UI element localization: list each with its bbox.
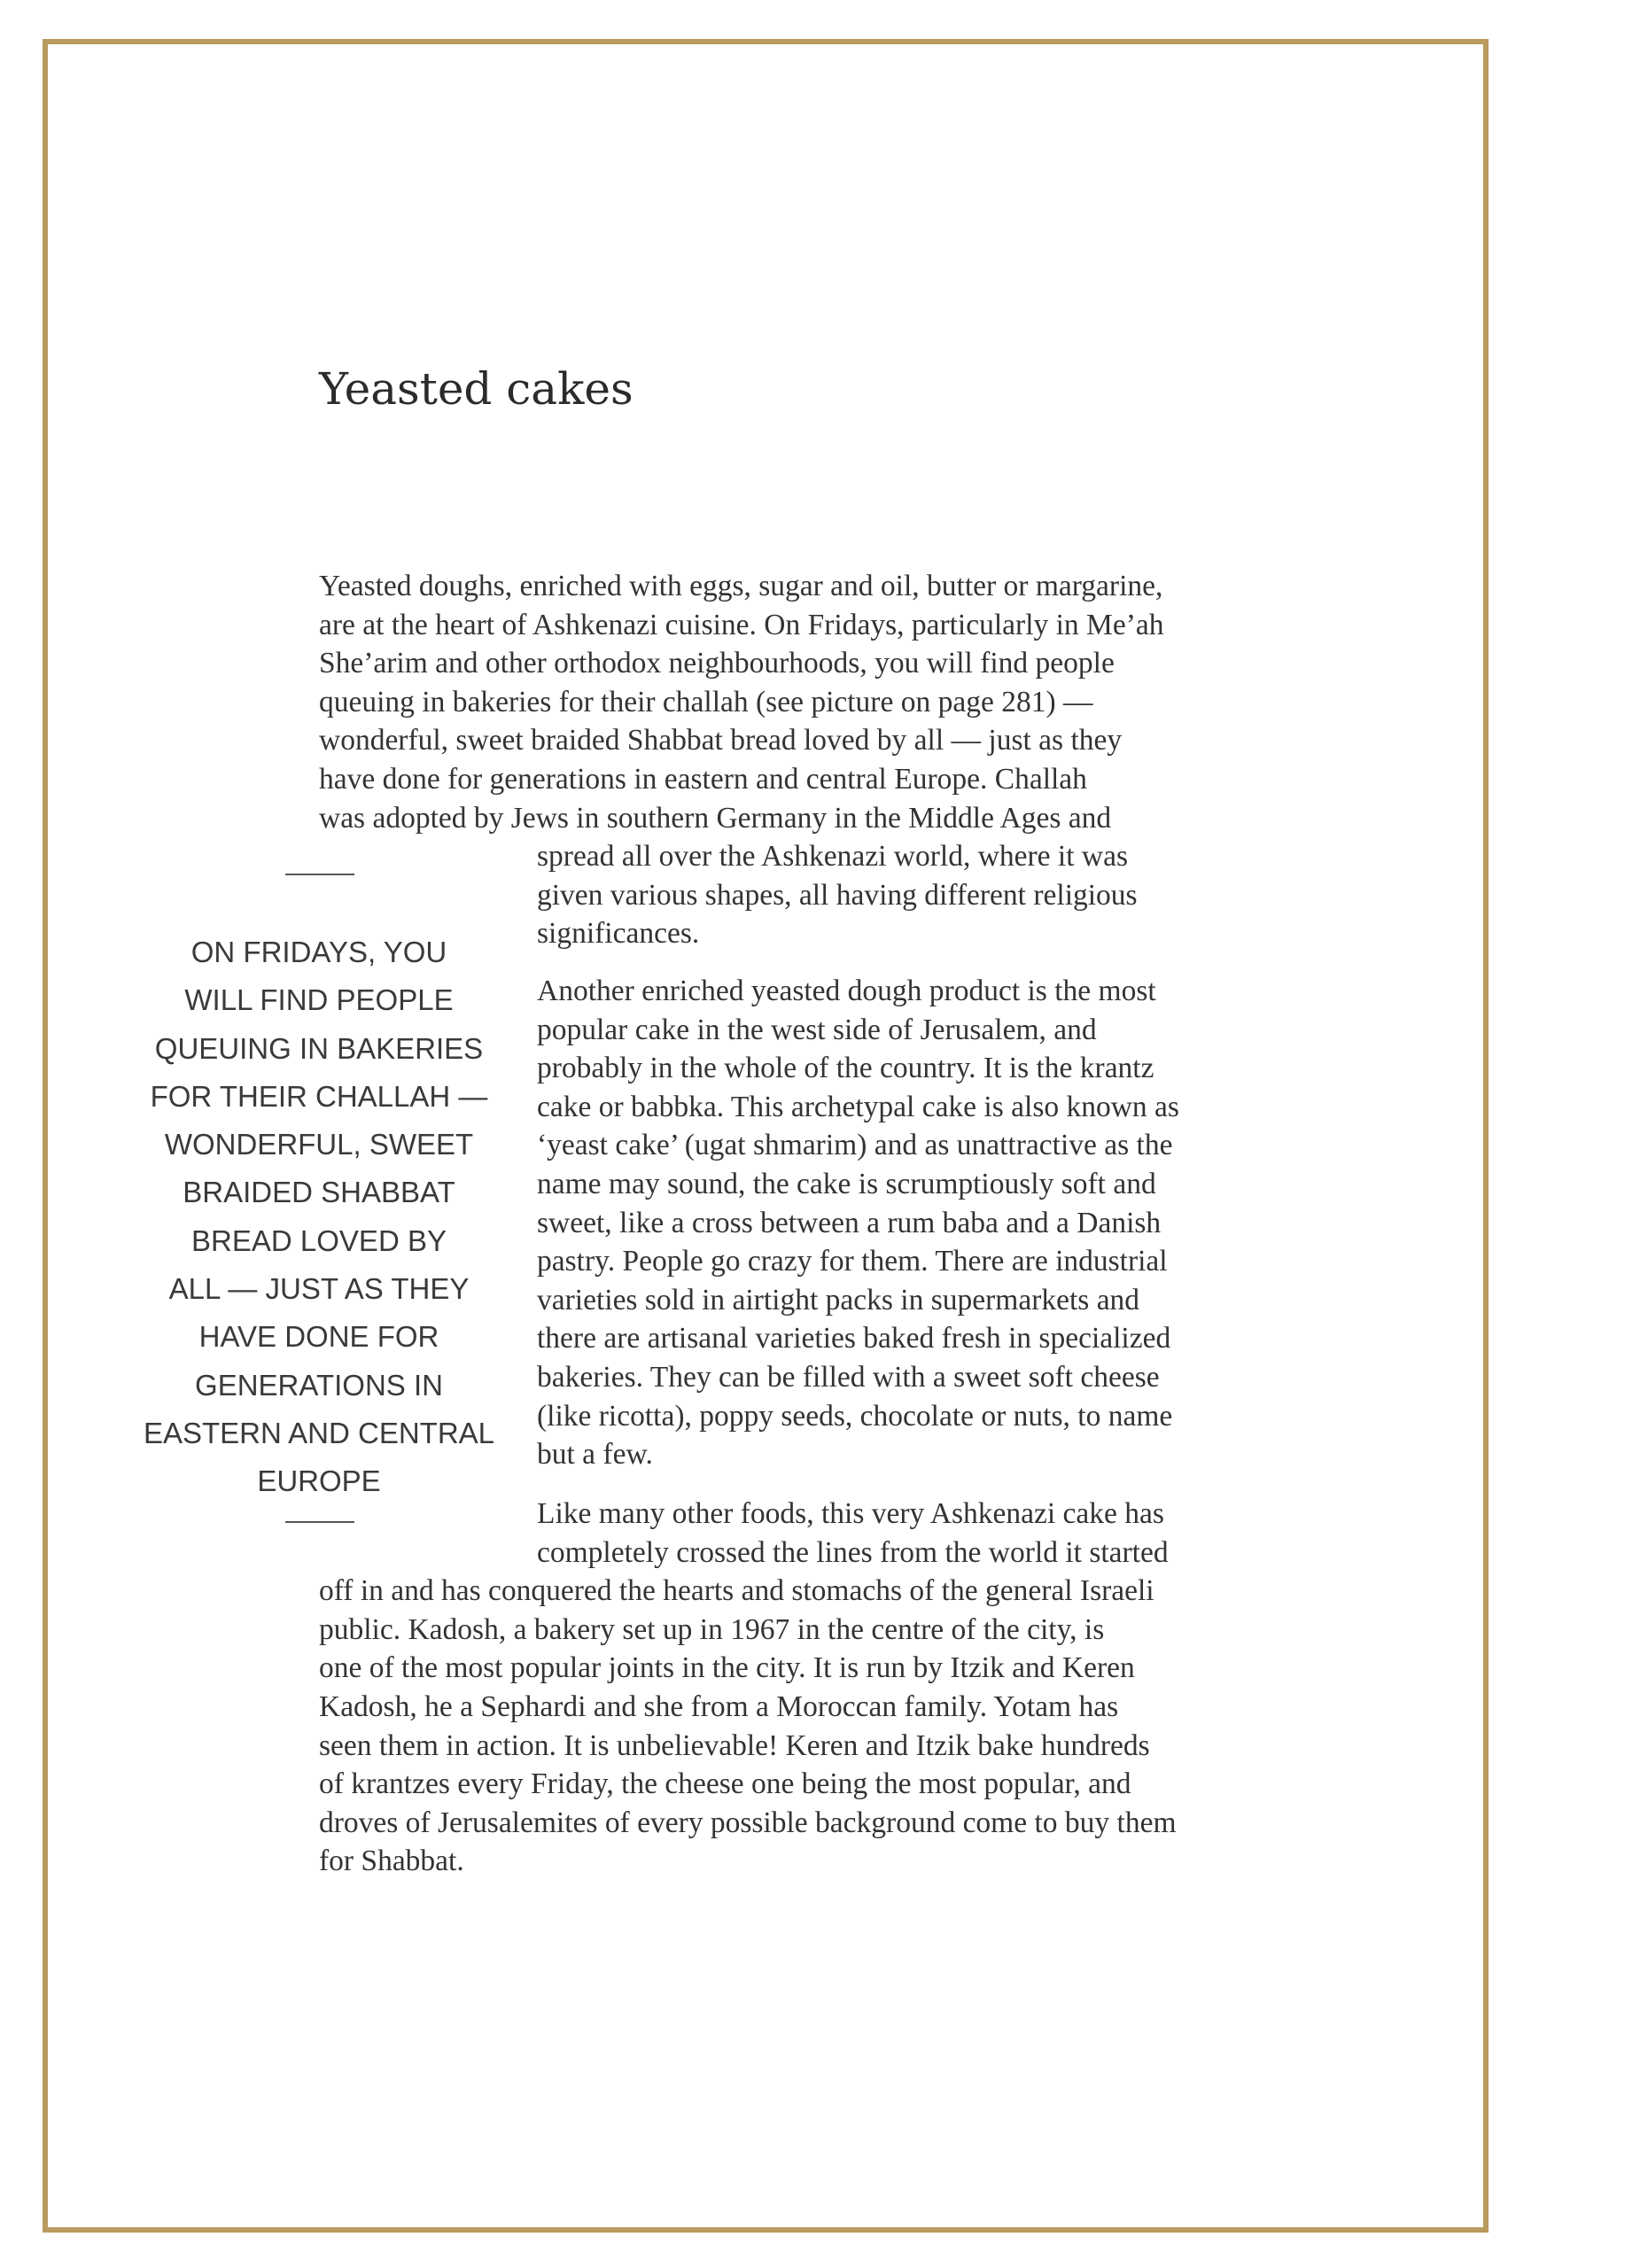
paragraph-line: public. Kadosh, a bakery set up in 1967 in the centre of the city, is [319, 1612, 1105, 1646]
paragraph-line: seen them in action. It is unbelievable! Keren and Itzik bake hundreds [319, 1728, 1150, 1762]
paragraph-line: was adopted by Jews in southern Germany in the Middle Ages and [319, 801, 1112, 835]
paragraph-line: Yeasted doughs, enriched with eggs, sugar and oil, butter or margarine, [319, 570, 1163, 602]
paragraph-line: Kadosh, he a Sephardi and she from a Moroccan family. Yotam has [319, 1690, 1119, 1723]
pullquote-line: GENERATIONS IN [195, 1368, 443, 1402]
paragraph-line: there are artisanal varieties baked fresh in specialized [537, 1322, 1171, 1355]
paragraph-line: spread all over the Ashkenazi world, where it was [537, 840, 1128, 874]
paragraph-line: She’arim and other orthodox neighbourhoods, you will find people [319, 647, 1115, 680]
pullquote-line: WILL FIND PEOPLE [184, 983, 454, 1017]
paragraph-line: droves of Jerusalemites of every possible background come to buy them [319, 1806, 1177, 1839]
pullquote-line: BREAD LOVED BY [191, 1223, 447, 1257]
paragraph-line: queuing in bakeries for their challah (see picture on page 281) — [319, 685, 1093, 718]
pullquote-line: QUEUING IN BAKERIES [154, 1031, 484, 1065]
paragraph-line: given various shapes, all having different religious [537, 878, 1138, 912]
paragraph-line: sweet, like a cross between a rum baba and a Danish [537, 1206, 1162, 1239]
page-title: Yeasted cakes [319, 363, 634, 415]
pullquote-line: ON FRIDAYS, YOU [190, 936, 447, 968]
paragraph-line: off in and has conquered the hearts and stomachs of the general Israeli [319, 1574, 1154, 1608]
paragraph-line: ‘yeast cake’ (ugat shmarim) and as unattractive as the [537, 1129, 1173, 1162]
pullquote-line: EASTERN AND CENTRAL [143, 1416, 495, 1449]
paragraph-line: (like ricotta), poppy seeds, chocolate or nuts, to name [537, 1399, 1173, 1433]
paragraph-line: are at the heart of Ashkenazi cuisine. On Fridays, particularly in Me’ah [319, 608, 1164, 641]
paragraph-line: bakeries. They can be filled with a sweet soft cheese [537, 1361, 1160, 1394]
pullquote-line: FOR THEIR CHALLAH — [150, 1079, 488, 1113]
pullquote-line: WONDERFUL, SWEET [164, 1128, 474, 1161]
paragraph-line: popular cake in the west side of Jerusalem, and [537, 1013, 1097, 1046]
paragraph-line: significances. [537, 917, 700, 951]
paragraph-line: but a few. [537, 1438, 653, 1472]
pullquote-line: EUROPE [257, 1464, 381, 1498]
paragraph-line: have done for generations in eastern and central Europe. Challah [319, 763, 1087, 796]
paragraph-line: wonderful, sweet braided Shabbat bread loved by all — just as they [319, 724, 1123, 757]
paragraph-line: completely crossed the lines from the world it started [537, 1535, 1169, 1569]
paragraph-line: varieties sold in airtight packs in supermarkets and [537, 1283, 1140, 1317]
paragraph-line: cake or babbka. This archetypal cake is also known as [537, 1090, 1179, 1123]
pullquote-rule-top [285, 874, 354, 875]
paragraph-line: pastry. People go crazy for them. There are industrial [537, 1245, 1168, 1278]
paragraph-line: of krantzes every Friday, the cheese one being the most popular, and [319, 1767, 1131, 1801]
paragraph-line: probably in the whole of the country. It is the krantz [537, 1052, 1154, 1085]
paragraph-line: Another enriched yeasted dough product is the most [537, 975, 1156, 1007]
paragraph-line: Like many other foods, this very Ashkenazi cake has [537, 1497, 1164, 1530]
pullquote-line: HAVE DONE FOR [198, 1320, 439, 1354]
pullquote-line: BRAIDED SHABBAT [183, 1176, 455, 1209]
paragraph-line: for Shabbat. [319, 1845, 464, 1878]
paragraph-line: name may sound, the cake is scrumptiously soft and [537, 1168, 1156, 1200]
pullquote [142, 928, 496, 1506]
paragraph-line: one of the most popular joints in the city. It is run by Itzik and Keren [319, 1651, 1135, 1685]
pullquote-line: ALL — JUST AS THEY [168, 1272, 470, 1306]
pullquote-rule-bottom [285, 1521, 354, 1523]
